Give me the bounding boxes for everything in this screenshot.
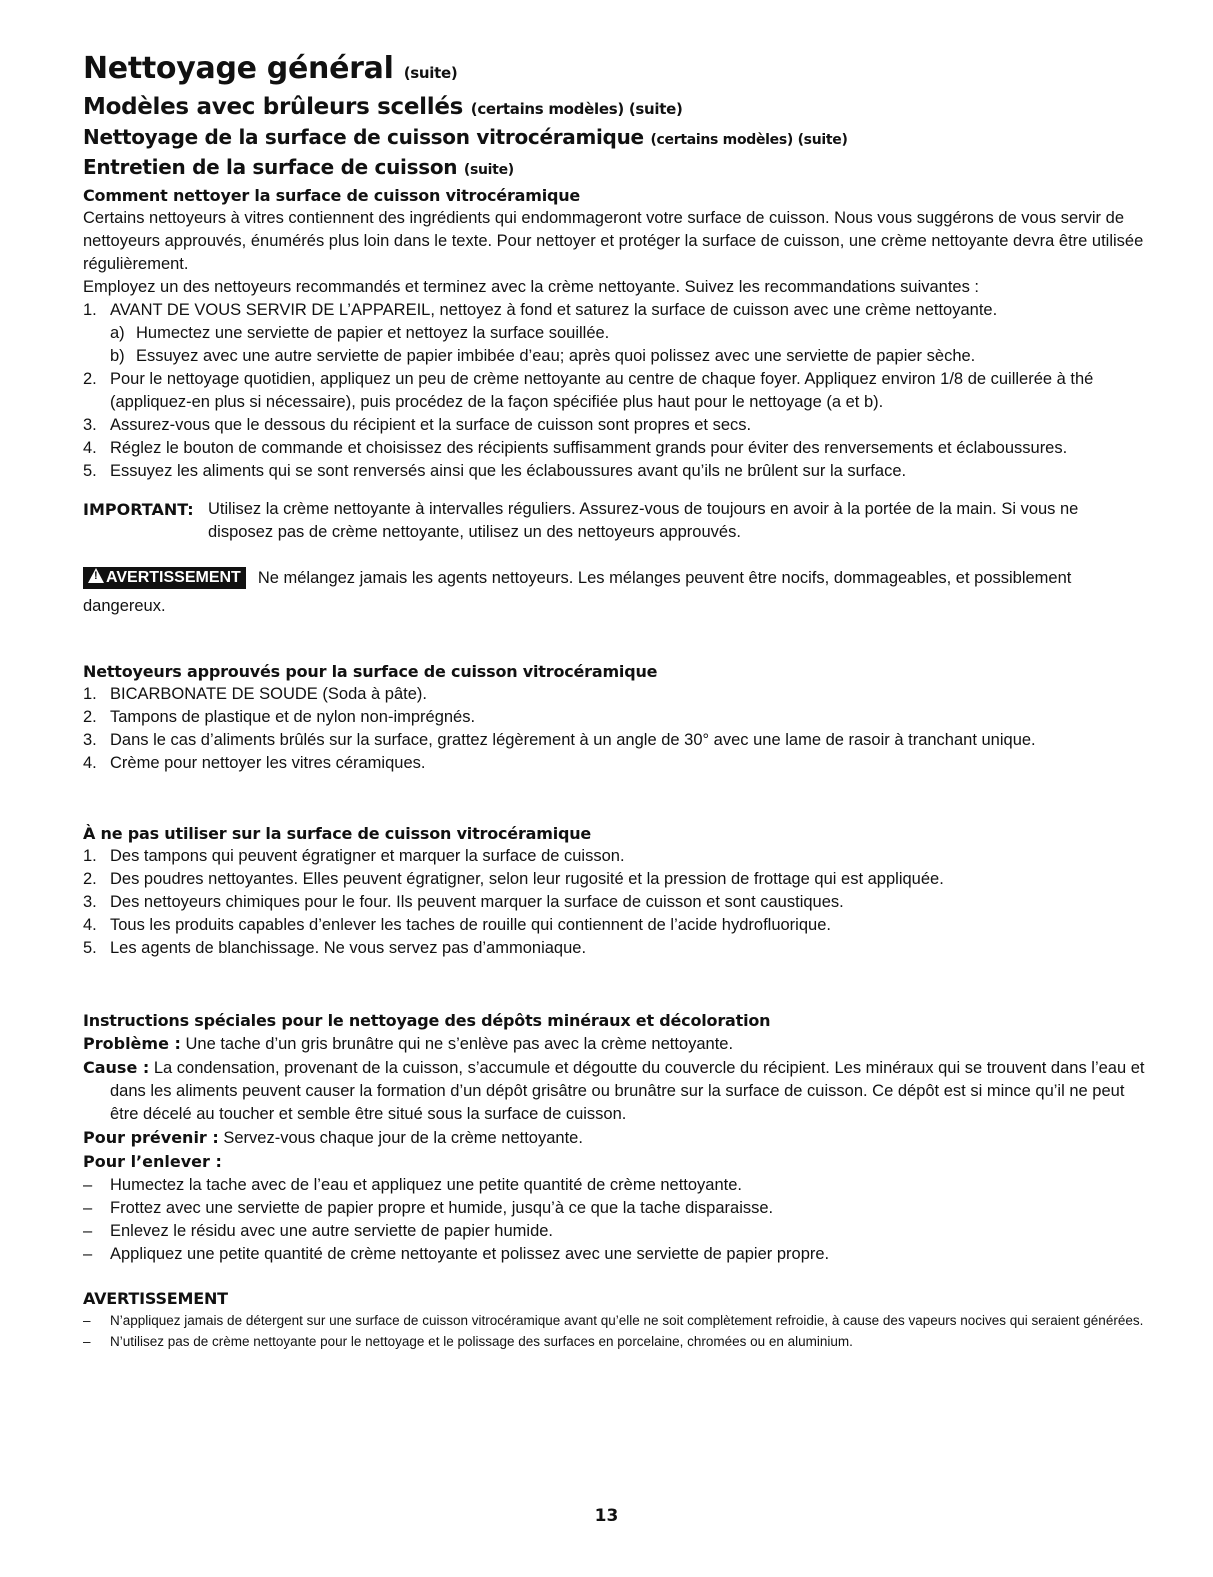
approved-list (83, 683, 1147, 775)
approved-heading: Nettoyeurs approuvés pour la surface de cuisson vitrocéramique (83, 662, 658, 681)
list-item: 4. Crème pour nettoyer les vitres céramiques. (83, 754, 426, 772)
remove-label: Pour l’enlever : (83, 1152, 222, 1171)
subsection-suffix: (suite) (463, 162, 514, 178)
problem-row (83, 1032, 1147, 1056)
final-warning-heading: AVERTISSEMENT (83, 1289, 228, 1308)
section-title: Nettoyage de la surface de cuisson vitrocéramique (certains modèles) (suite) (83, 125, 848, 149)
warning-triangle-icon: ! (88, 568, 104, 583)
final-warning-list (83, 1310, 1147, 1352)
prevent-text: Servez-vous chaque jour de la crème nettoyante. (223, 1129, 583, 1147)
page-number: 13 (594, 1506, 619, 1526)
how-to-heading: Comment nettoyer la surface de cuisson vitrocéramique (83, 186, 581, 205)
prevent-row (83, 1126, 1147, 1150)
cause-label: Cause : (83, 1058, 150, 1077)
list-item: 1. BICARBONATE DE SOUDE (Soda à pâte). (83, 685, 427, 703)
list-item: 4. Réglez le bouton de commande et choisissez des récipients suffisamment grands pour éviter des renversements et éclaboussures. (83, 439, 1068, 457)
not-use-heading: À ne pas utiliser sur la surface de cuisson vitrocéramique (83, 824, 592, 843)
list-item: – N’appliquez jamais de détergent sur une surface de cuisson vitrocéramique avant qu’elle ne soit complètement refroidie, à cause des vapeurs nocives qui seraient générées. (83, 1313, 1144, 1328)
list-item: 5. Les agents de blanchissage. Ne vous servez pas d’ammoniaque. (83, 939, 587, 957)
cause-text: La condensation, provenant de la cuisson, s’accumule et dégoutte du couvercle du récipient. Les minéraux qui se trouvent dans l’eau et dans les aliments peuvent causer la formation d’un dépôt grisâtre ou brunâtre sur la surface de cuisson. Ce dépôt est si mince qu’il ne peut être décelé au toucher et semble être situé sous la surface de cuisson. (110, 1059, 1145, 1123)
list-item: 1. AVANT DE VOUS SERVIR DE L’APPAREIL, nettoyez à fond et saturez la surface de cuisson avec une crème nettoyante. (83, 301, 998, 319)
list-item: – Frottez avec une serviette de papier propre et humide, jusqu’à ce que la tache disparaisse. (83, 1199, 774, 1217)
warning-text: Ne mélangez jamais les agents nettoyeurs. Les mélanges peuvent être nocifs, dommageables, et possiblement dangereux. (83, 569, 1072, 615)
sub-list-item: b) Essuyez avec une autre serviette de papier imbibée d’eau; après quoi polissez avec une serviette de papier sèche. (110, 347, 976, 365)
list-item: – N’utilisez pas de crème nettoyante pour le nettoyage et le polissage des surfaces en porcelaine, chromées ou en aluminium. (83, 1334, 853, 1349)
section-suffix: (certains modèles) (suite) (650, 132, 848, 148)
list-item: – Enlevez le résidu avec une autre serviette de papier humide. (83, 1222, 554, 1240)
prevent-label: Pour prévenir : (83, 1128, 219, 1147)
warning-badge: ! AVERTISSEMENT (83, 567, 246, 589)
subtitle-suffix: (certains modèles) (suite) (470, 100, 683, 118)
list-item: 5. Essuyez les aliments qui se sont renversés ainsi que les éclaboussures avant qu’ils ne brûlent sur la surface. (83, 462, 907, 480)
problem-text: Une tache d’un gris brunâtre qui ne s’enlève pas avec la crème nettoyante. (185, 1035, 734, 1053)
list-item: 3. Assurez-vous que le dessous du récipient et la surface de cuisson sont propres et secs. (83, 416, 752, 434)
list-item: 4. Tous les produits capables d’enlever les taches de rouille qui contiennent de l’acide hydrofluorique. (83, 916, 831, 934)
title-suffix: (suite) (403, 64, 458, 82)
list-item: 2. Tampons de plastique et de nylon non-imprégnés. (83, 708, 476, 726)
how-to-lead: Employez un des nettoyeurs recommandés et terminez avec la crème nettoyante. Suivez les recommandations suivantes : (83, 278, 980, 296)
warning-block (83, 564, 1147, 620)
special-heading: Instructions spéciales pour le nettoyage des dépôts minéraux et décoloration (83, 1011, 771, 1030)
subsection-title: Entretien de la surface de cuisson (suite) (83, 155, 514, 179)
sub-list-item: a) Humectez une serviette de papier et nettoyez la surface souillée. (110, 324, 610, 342)
remove-row (83, 1150, 1147, 1174)
not-use-list (83, 845, 1147, 960)
remove-steps (83, 1174, 1147, 1266)
important-label: IMPORTANT: (83, 500, 194, 519)
problem-label: Problème : (83, 1034, 181, 1053)
list-item: 3. Des nettoyeurs chimiques pour le four. Ils peuvent marquer la surface de cuisson et sont caustiques. (83, 893, 844, 911)
page-content (83, 50, 1147, 1352)
list-item: 2. Pour le nettoyage quotidien, appliquez un peu de crème nettoyante au centre de chaque foyer. Appliquez environ 1/8 de cuillerée à thé (appliquez-en plus si nécessaire), puis procédez de la façon spécifiée plus haut pour le nettoyage (a et b). (83, 370, 1094, 411)
important-text: Utilisez la crème nettoyante à intervalles réguliers. Assurez-vous de toujours en avoir à la portée de la main. Si vous ne disposez pas de crème nettoyante, utilisez un des nettoyeurs approuvés. (208, 500, 1079, 541)
important-note (83, 498, 1147, 544)
list-item: 1. Des tampons qui peuvent égratigner et marquer la surface de cuisson. (83, 847, 625, 865)
how-to-steps (83, 299, 1147, 483)
page-subtitle: Modèles avec brûleurs scellés (certains modèles) (suite) (83, 94, 683, 120)
cause-row (83, 1056, 1147, 1126)
list-item: – Humectez la tache avec de l’eau et appliquez une petite quantité de crème nettoyante. (83, 1176, 742, 1194)
list-item: 3. Dans le cas d’aliments brûlés sur la surface, grattez légèrement à un angle de 30° avec une lame de rasoir à tranchant unique. (83, 731, 1036, 749)
list-item: 2. Des poudres nettoyantes. Elles peuvent égratigner, selon leur rugosité et la pression de frottage qui est appliquée. (83, 870, 944, 888)
how-to-intro: Certains nettoyeurs à vitres contiennent des ingrédients qui endommageront votre surface de cuisson. Nous vous suggérons de vous servir de nettoyeurs approuvés, énumérés plus loin dans le texte. Pour nettoyer et protéger la surface de cuisson, une crème nettoyante devra être utilisée régulièrement. (83, 209, 1144, 273)
page-title: Nettoyage général (suite) (83, 51, 458, 86)
list-item: – Appliquez une petite quantité de crème nettoyante et polissez avec une serviette de papier propre. (83, 1245, 830, 1263)
